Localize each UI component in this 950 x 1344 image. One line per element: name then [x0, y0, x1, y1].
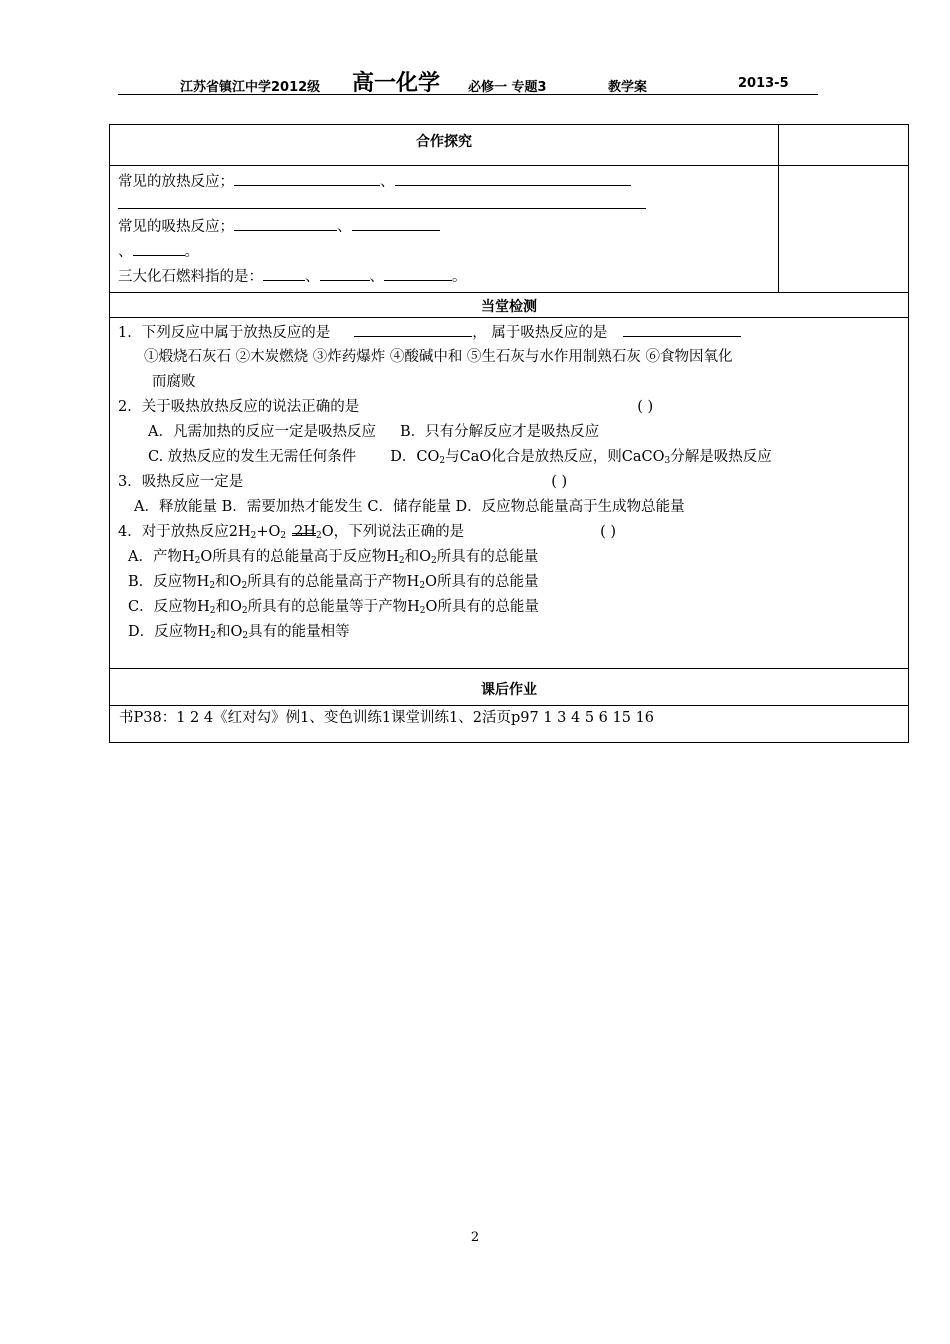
answer-paren[interactable]: ( ) [637, 399, 654, 415]
question-1-options-cont: 而腐败 [152, 374, 196, 390]
endothermic-label: 常见的吸热反应； [118, 219, 234, 235]
page-number: 2 [470, 1230, 480, 1245]
question-2: 2．关于吸热放热反应的说法正确的是 ( ) [118, 399, 654, 415]
question-4-option-c: C．反应物$H_2$和$O_2$所具有的总能量等于产物$H_2O$所具有的总能量 [128, 599, 539, 616]
blank[interactable] [320, 264, 370, 281]
module-label: 必修一 专题3 [468, 80, 547, 95]
exothermic-label: 常见的放热反应； [118, 174, 234, 190]
question-4-option-b: B．反应物$H_2$和$O_2$所具有的总能量高于产物$H_2O$所具有的总能量 [128, 574, 539, 591]
exothermic-line: 常见的放热反应； 、 [110, 169, 778, 194]
subject-title: 高一化学 [352, 71, 441, 96]
question-1: 1．下列反应中属于放热反应的是 ， 属于吸热反应的是 [110, 320, 908, 345]
question-3: 3．吸热反应一定是 ( ) [118, 474, 568, 490]
homework-body-row [110, 706, 909, 743]
homework-title-row [110, 669, 909, 706]
blank[interactable] [384, 264, 452, 281]
homework-title: 课后作业 [481, 682, 537, 698]
question-2-options-cd: C. 放热反应的发生无需任何条件 D．$CO_2$与CaO化合是放热反应，则CaCO$_3$分解是吸热反应 [148, 449, 772, 466]
homework-text: 书P38：1 2 4《红对勾》例1、变色训练1课堂训练1、2活页p97 1 3 4 5 6 15 16 [119, 710, 655, 726]
school-name: 江苏省镇江中学2012级 [180, 80, 321, 95]
fossil-fuel-line: 三大化石燃料指的是： 、 、 。 [110, 264, 778, 289]
worksheet-table [109, 124, 909, 743]
answer-paren[interactable]: ( ) [600, 524, 617, 540]
page-header [118, 66, 818, 95]
endothermic-line-2: 、 。 [110, 239, 778, 264]
endothermic-line: 常见的吸热反应； 、 [110, 214, 778, 239]
question-2-options-ab: A．凡需加热的反应一定是吸热反应 B．只有分解反应才是吸热反应 [148, 424, 600, 440]
date-label: 2013-5 [738, 76, 789, 91]
cooperation-title-row [110, 125, 909, 166]
quiz-title: 当堂检测 [481, 299, 537, 315]
question-4-option-d: D．反应物$H_2$和$O_2$具有的能量相等 [128, 624, 350, 641]
blank[interactable] [395, 169, 631, 186]
doc-type: 教学案 [608, 80, 648, 95]
blank[interactable] [133, 239, 185, 256]
fossil-label: 三大化石燃料指的是： [118, 269, 263, 285]
cooperation-title: 合作探究 [416, 134, 472, 150]
quiz-body-row [110, 318, 909, 669]
quiz-title-row [110, 293, 909, 318]
answer-paren[interactable]: ( ) [551, 474, 568, 490]
answer-blank[interactable] [354, 320, 472, 337]
question-4-option-a: A．产物$H_2O$所具有的总能量高于反应物$H_2$和$O_2$所具有的总能量 [128, 549, 539, 566]
blank[interactable] [263, 264, 305, 281]
question-1-options: ①煅烧石灰石 ②木炭燃烧 ③炸药爆炸 ④酸碱中和 ⑤生石灰与水作用制熟石灰 ⑥食物因氧化 [144, 349, 733, 365]
blank[interactable] [234, 169, 380, 186]
blank[interactable] [352, 214, 440, 231]
cooperation-body-row [110, 166, 909, 293]
question-4: 4．对于放热反应$2H_2+O_2$ $2H_2O$，下列说法正确的是 ( ) [110, 520, 908, 545]
answer-blank[interactable] [623, 320, 741, 337]
question-3-options: A．释放能量 B．需要加热才能发生 C．储存能量 D．反应物总能量高于生成物总能量 [134, 499, 685, 515]
blank[interactable] [234, 214, 337, 231]
